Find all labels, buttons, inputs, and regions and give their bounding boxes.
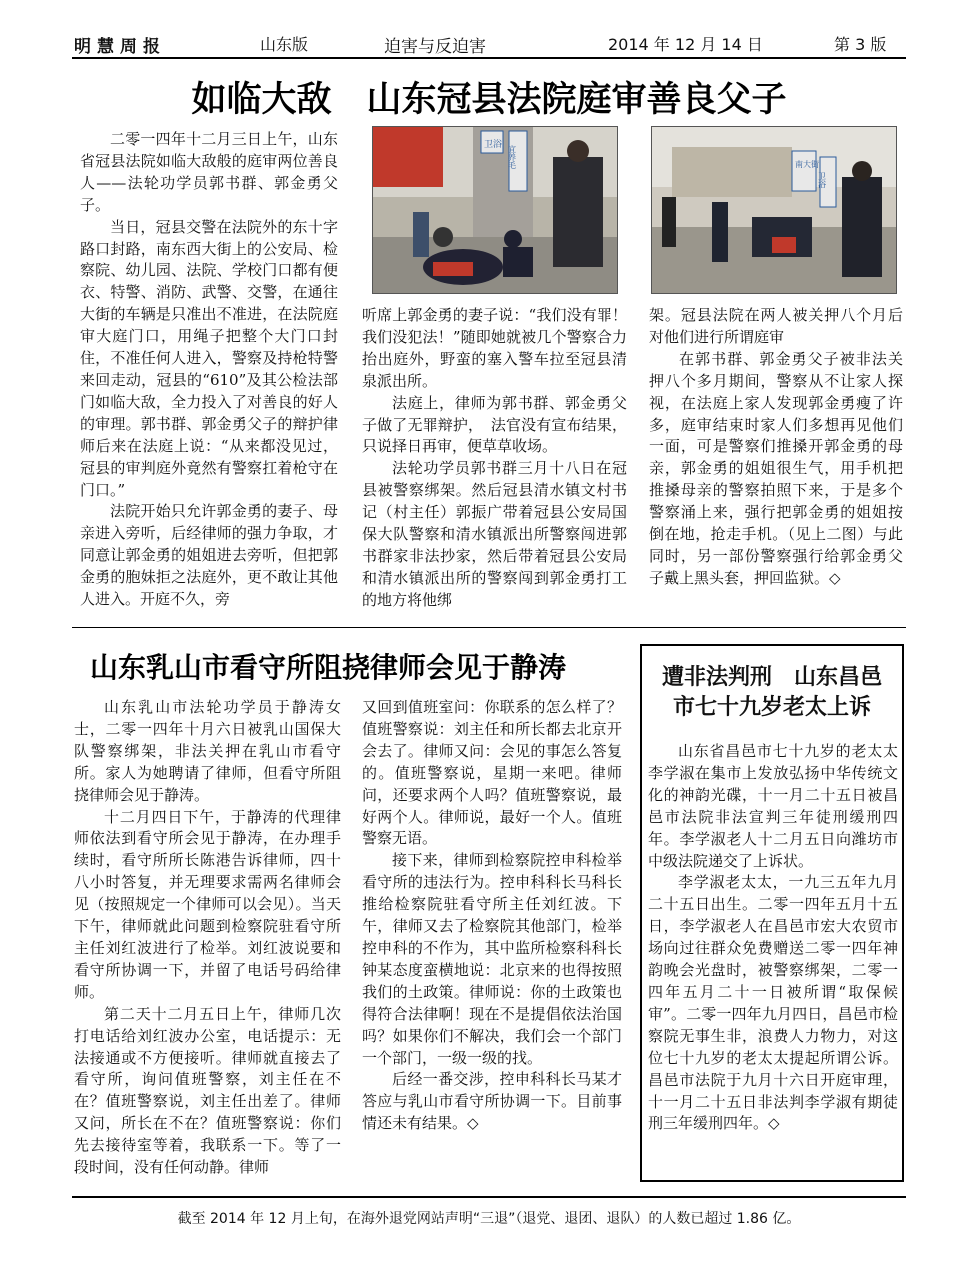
article1-photo-1 [372, 126, 618, 294]
article2-title: 山东乳山市看守所阻挠律师会见于静涛 [90, 651, 567, 684]
court-street-photo-1 [373, 127, 617, 293]
paragraph: 接下来，律师到检察院控申科检举看守所的违法行为。控申科科长马科长推给检察院驻看守所主任刘红波。下午，律师又去了检察院其他部门，检举控申科的不作为，其中监所检察科科长钟某态度蛮横地说：北京来的也得按照我们的土政策。律师说：你的土政策也得符合法律啊！现在不是提倡依法治国吗？如果你们不解决，我们会一个部门一个部门，一级一级的找。 [362, 851, 622, 1067]
paragraph: 又回到值班室问：你联系的怎么样了？值班警察说：刘主任和所长都去北京开会去了。律师又问：会见的事怎么答复的。值班警察说，星期一来吧。律师问，还要求两个人吗？值班警察说，最好两个人。律师说，最好一个人。值班警察无语。 [362, 698, 622, 848]
paragraph: 法院开始只允许郭金勇的妻子、母亲进入旁听，后经律师的强力争取，才同意让郭金勇的姐姐进去旁听，但把郭金勇的胞妹拒之法庭外，更不敢让其他人进入。开庭不久，旁 [80, 502, 338, 609]
paragraph: 第二天十二月五日上午，律师几次打电话给刘红波办公室，电话提示：无法接通或不方便接听。律师就直接去了看守所，询问值班警察，刘主任在不在？值班警察说，刘主任出差了。律师又问，所长在不在？值班警察说：你们先去接待室等着，我联系一下。等了一段时间，没有任何动静。律师 [74, 1004, 341, 1177]
section-label: 迫害与反迫害 [384, 37, 486, 57]
photo1-sign-right: 宜养毛 [507, 145, 517, 169]
header-rule [72, 57, 906, 59]
article1-column-1 [80, 129, 338, 611]
paragraph: 法轮功学员郭书群三月十八日在冠县被警察绑架。然后冠县清水镇文村书记（村主任）郭振广带着冠县公安局国保大队警察和清水镇派出所警察闯进郭书群家非法抄家，然后带着冠县公安局和清水镇派出所的警察闯到郭金勇打工的地方将他绑 [362, 459, 627, 609]
paragraph: 后经一番交涉，控申科科长马某才答应与乳山市看守所协调一下。目前事情还未有结果。◇ [362, 1070, 622, 1133]
paragraph: 法庭上，律师为郭书群、郭金勇父子做了无罪辩护， 法官没有宣布结果，只说择日再审，便草草收场。 [362, 393, 627, 456]
article3-title-line-2: 市七十九岁老太上诉 [672, 694, 871, 720]
paragraph: 在郭书群、郭金勇父子被非法关押八个多月期间，警察从不让家人探视，在法庭上家人发现郭金勇瘦了许多，庭审结束时家人们多想再见他们一面，可是警察们推搡开郭金勇的母亲，郭金勇的姐姐很生气，用手机把推搡母亲的警察拍照下来，于是多个警察涌上来，强行把郭金勇的姐姐按倒在地，抢走手机。（见上二图）与此同时，另一部份警察强行给郭金勇父子戴上黑头套，押回监狱。◇ [649, 349, 903, 587]
article2-column-1 [74, 697, 341, 1179]
paragraph: 山东省昌邑市七十九岁的老太太李学淑在集市上发放弘扬中华传统文化的神韵光碟，十一月二十五日被昌邑市法院非法宣判三年徒刑缓刑四年。李学淑老人十二月五日向潍坊市中级法院递交了上诉状。 [648, 742, 898, 870]
photo1-sign-left: 卫浴 [484, 140, 503, 150]
edition-label: 山东版 [260, 35, 309, 54]
paragraph: 李学淑老太太，一九三五年九月二十五日出生。二零一四年五月十五日，李学淑老人在昌邑市宏大农贸市场向过往群众免费赠送二零一四年神韵晚会光盘时，被警察绑架，二零一四年五月二十一日被所谓“取保候审”。二零一四年九月四日，昌邑市检察院无事生非，浪费人力物力，对这位七十九岁的老太太提起所谓公诉。昌邑市法院于九月十六日开庭审理，十一月二十五日非法判李学淑有期徒刑三年缓刑四年。◇ [648, 873, 898, 1133]
issue-date: 2014 年 12 月 14 日 [608, 35, 763, 54]
court-street-photo-2 [652, 127, 896, 293]
photo2-sign-right: 卫浴 [817, 172, 827, 188]
article1-bottom-rule [72, 627, 906, 628]
paragraph: 听席上郭金勇的妻子说：“我们没有罪！我们没犯法！”随即她就被几个警察合力抬出庭外，野蛮的塞入警车拉至冠县清泉派出所。 [362, 306, 627, 390]
paragraph: 十二月四日下午，于静涛的代理律师依法到看守所会见于静涛，在办理手续时，看守所所长陈港告诉律师，四十八小时答复，并无理要求需两名律师会见（按照规定一个律师可以会见）。当天下午，律师就此问题到检察院驻看守所主任刘红波进行了检举。刘红波说要和看守所协调一下，并留了电话号码给律师。 [74, 807, 341, 1001]
page-header [74, 32, 904, 57]
article3-box [640, 644, 904, 1182]
paper-name: 明慧周报 [74, 37, 166, 57]
paragraph: 架。冠县法院在两人被关押八个月后对他们进行所谓庭审 [649, 306, 903, 346]
article1-title: 如临大敌 山东冠县法院庭审善良父子 [191, 79, 787, 120]
photo2-sign-left: 南大街 [795, 160, 819, 169]
paragraph: 二零一四年十二月三日上午，山东省冠县法院如临大敌般的庭审两位善良人——法轮功学员郭书群、郭金勇父子。 [80, 130, 338, 214]
article3-title-line-1: 遭非法判刑 山东昌邑 [661, 664, 882, 690]
footer-rule [72, 1196, 906, 1198]
article1-column-3 [649, 305, 903, 590]
paragraph: 当日，冠县交警在法院外的东十字路口封路，南东西大街上的公安局、检察院、幼儿园、法院、学校门口都有便衣、特警、消防、武警、交警，在通往大街的车辆是只准出不准进，在法院庭审大庭门口，用绳子把整个大门口封住，不准任何人进入，警察及持枪特警来回走动，冠县的“610”及其公检法部门如临大敌，全力投入了对善良的好人的审理。郭书群、郭金勇父子的辩护律师后来在法庭上说：“从来都没见过，冠县的审判庭外竟然有警察扛着枪守在门口。” [80, 217, 338, 499]
article1-photo-2 [651, 126, 897, 294]
paragraph: 山东乳山市法轮功学员于静涛女士，二零一四年十月六日被乳山国保大队警察绑架，非法关押在乳山市看守所。家人为她聘请了律师，但看守所阻挠律师会见于静涛。 [74, 698, 341, 804]
article3-body [648, 741, 898, 1135]
footer-note: 截至 2014 年 12 月上旬，在海外退党网站声明“三退”（退党、退团、退队）的人数已超过 1.86 亿。 [177, 1211, 801, 1227]
article1-column-2 [362, 305, 627, 612]
article3-title [642, 662, 902, 722]
article2-column-2 [362, 697, 622, 1135]
page-number: 第 3 版 [834, 35, 887, 54]
